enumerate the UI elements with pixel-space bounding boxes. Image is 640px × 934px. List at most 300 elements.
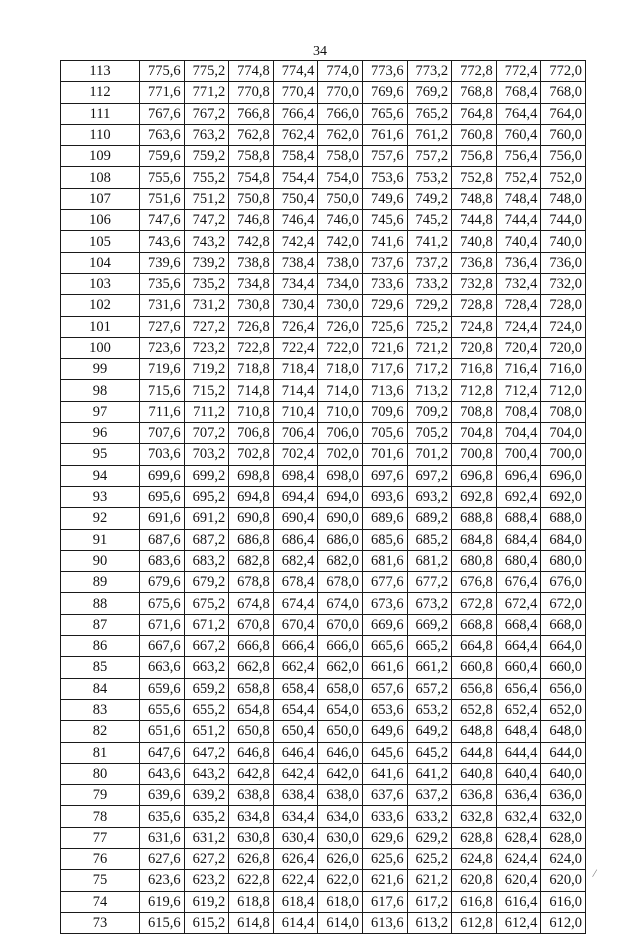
value-cell: 735,2 (184, 273, 229, 294)
value-cell: 624,0 (541, 848, 586, 869)
table-row (61, 763, 586, 784)
value-cell: 677,2 (407, 572, 452, 593)
value-cell: 748,4 (496, 188, 541, 209)
value-cell: 717,2 (407, 359, 452, 380)
value-cell: 761,2 (407, 124, 452, 145)
value-cell: 752,4 (496, 167, 541, 188)
table-row (61, 848, 586, 869)
value-cell: 638,8 (229, 785, 274, 806)
value-cell: 732,0 (541, 273, 586, 294)
value-cell: 721,6 (362, 337, 407, 358)
value-cell: 724,8 (452, 316, 497, 337)
value-cell: 722,8 (229, 337, 274, 358)
value-cell: 755,2 (184, 167, 229, 188)
row-index-cell: 82 (61, 721, 140, 742)
page-number: 34 (313, 44, 327, 59)
value-cell: 718,0 (318, 359, 363, 380)
value-cell: 626,8 (229, 848, 274, 869)
value-cell: 633,2 (407, 806, 452, 827)
table-row (61, 891, 586, 912)
value-cell: 724,4 (496, 316, 541, 337)
value-cell: 674,0 (318, 593, 363, 614)
table-row (61, 721, 586, 742)
value-cell: 681,6 (362, 550, 407, 571)
value-cell: 701,6 (362, 444, 407, 465)
value-cell: 678,4 (273, 572, 318, 593)
value-cell: 683,6 (140, 550, 185, 571)
table-row (61, 572, 586, 593)
table-row (61, 785, 586, 806)
value-cell: 765,6 (362, 103, 407, 124)
value-cell: 756,8 (452, 146, 497, 167)
value-cell: 714,0 (318, 380, 363, 401)
value-cell: 614,4 (273, 912, 318, 933)
table-row (61, 188, 586, 209)
value-cell: 743,2 (184, 231, 229, 252)
value-cell: 708,0 (541, 401, 586, 422)
value-cell: 699,2 (184, 465, 229, 486)
value-cell: 755,6 (140, 167, 185, 188)
value-cell: 640,8 (452, 763, 497, 784)
value-cell: 614,8 (229, 912, 274, 933)
row-index-cell: 88 (61, 593, 140, 614)
row-index-cell: 99 (61, 359, 140, 380)
value-cell: 668,4 (496, 614, 541, 635)
value-cell: 646,4 (273, 742, 318, 763)
value-cell: 744,8 (452, 210, 497, 231)
table-row (61, 870, 586, 891)
value-cell: 729,6 (362, 295, 407, 316)
value-cell: 633,6 (362, 806, 407, 827)
value-cell: 753,2 (407, 167, 452, 188)
value-cell: 653,2 (407, 699, 452, 720)
value-cell: 698,0 (318, 465, 363, 486)
table-row (61, 806, 586, 827)
value-cell: 694,0 (318, 486, 363, 507)
row-index-cell: 89 (61, 572, 140, 593)
value-cell: 654,4 (273, 699, 318, 720)
value-cell: 634,0 (318, 806, 363, 827)
value-cell: 664,4 (496, 636, 541, 657)
value-cell: 758,0 (318, 146, 363, 167)
value-cell: 690,8 (229, 508, 274, 529)
table-row (61, 167, 586, 188)
table-row (61, 359, 586, 380)
value-cell: 723,6 (140, 337, 185, 358)
value-cell: 649,6 (362, 721, 407, 742)
value-cell: 717,6 (362, 359, 407, 380)
value-cell: 684,8 (452, 529, 497, 550)
value-cell: 637,6 (362, 785, 407, 806)
value-cell: 714,8 (229, 380, 274, 401)
value-cell: 666,4 (273, 636, 318, 657)
table-row (61, 699, 586, 720)
table-row (61, 486, 586, 507)
value-cell: 671,6 (140, 614, 185, 635)
value-cell: 677,6 (362, 572, 407, 593)
value-cell: 622,0 (318, 870, 363, 891)
value-cell: 632,0 (541, 806, 586, 827)
value-cell: 688,8 (452, 508, 497, 529)
value-cell: 726,0 (318, 316, 363, 337)
row-index-cell: 86 (61, 636, 140, 657)
table-row (61, 550, 586, 571)
value-cell: 645,2 (407, 742, 452, 763)
value-cell: 718,8 (229, 359, 274, 380)
value-cell: 640,4 (496, 763, 541, 784)
value-cell: 728,8 (452, 295, 497, 316)
value-cell: 670,0 (318, 614, 363, 635)
value-cell: 686,0 (318, 529, 363, 550)
table-row (61, 401, 586, 422)
table-row (61, 827, 586, 848)
row-index-cell: 101 (61, 316, 140, 337)
value-cell: 687,6 (140, 529, 185, 550)
value-cell: 754,0 (318, 167, 363, 188)
value-cell: 658,4 (273, 678, 318, 699)
value-cell: 734,0 (318, 273, 363, 294)
value-cell: 711,6 (140, 401, 185, 422)
value-cell: 615,2 (184, 912, 229, 933)
value-cell: 656,0 (541, 678, 586, 699)
value-cell: 642,4 (273, 763, 318, 784)
value-cell: 681,2 (407, 550, 452, 571)
value-cell: 635,6 (140, 806, 185, 827)
value-cell: 734,8 (229, 273, 274, 294)
table-row (61, 103, 586, 124)
value-cell: 638,4 (273, 785, 318, 806)
row-index-cell: 111 (61, 103, 140, 124)
value-cell: 635,2 (184, 806, 229, 827)
table-row (61, 61, 586, 82)
value-cell: 652,8 (452, 699, 497, 720)
value-cell: 689,6 (362, 508, 407, 529)
value-cell: 759,2 (184, 146, 229, 167)
value-cell: 657,2 (407, 678, 452, 699)
table-row (61, 465, 586, 486)
value-cell: 624,4 (496, 848, 541, 869)
value-cell: 767,2 (184, 103, 229, 124)
value-cell: 740,8 (452, 231, 497, 252)
value-cell: 617,2 (407, 891, 452, 912)
value-cell: 762,8 (229, 124, 274, 145)
value-cell: 734,4 (273, 273, 318, 294)
row-index-cell: 95 (61, 444, 140, 465)
value-cell: 773,2 (407, 61, 452, 82)
value-cell: 647,6 (140, 742, 185, 763)
table-row (61, 316, 586, 337)
value-cell: 740,0 (541, 231, 586, 252)
value-cell: 662,8 (229, 657, 274, 678)
value-cell: 659,2 (184, 678, 229, 699)
row-index-cell: 80 (61, 763, 140, 784)
row-index-cell: 81 (61, 742, 140, 763)
value-cell: 669,2 (407, 614, 452, 635)
value-cell: 656,4 (496, 678, 541, 699)
value-cell: 682,4 (273, 550, 318, 571)
table-row (61, 912, 586, 933)
value-cell: 678,0 (318, 572, 363, 593)
value-cell: 641,6 (362, 763, 407, 784)
value-cell: 689,2 (407, 508, 452, 529)
table-row (61, 678, 586, 699)
value-cell: 647,2 (184, 742, 229, 763)
value-cell: 686,4 (273, 529, 318, 550)
value-cell: 662,0 (318, 657, 363, 678)
value-cell: 667,2 (184, 636, 229, 657)
value-cell: 652,4 (496, 699, 541, 720)
value-cell: 772,8 (452, 61, 497, 82)
value-cell: 708,8 (452, 401, 497, 422)
value-cell: 767,6 (140, 103, 185, 124)
value-cell: 733,6 (362, 273, 407, 294)
value-cell: 680,0 (541, 550, 586, 571)
table-row (61, 231, 586, 252)
value-cell: 764,0 (541, 103, 586, 124)
value-cell: 703,6 (140, 444, 185, 465)
value-cell: 770,8 (229, 82, 274, 103)
value-cell: 638,0 (318, 785, 363, 806)
value-cell: 651,6 (140, 721, 185, 742)
value-cell: 736,0 (541, 252, 586, 273)
value-cell: 721,2 (407, 337, 452, 358)
value-cell: 640,0 (541, 763, 586, 784)
value-cell: 614,0 (318, 912, 363, 933)
value-cell: 688,0 (541, 508, 586, 529)
value-cell: 690,0 (318, 508, 363, 529)
row-index-cell: 73 (61, 912, 140, 933)
table-row (61, 742, 586, 763)
value-cell: 730,8 (229, 295, 274, 316)
value-cell: 757,2 (407, 146, 452, 167)
value-cell: 655,6 (140, 699, 185, 720)
stray-pen-mark: / (591, 865, 598, 881)
value-cell: 685,2 (407, 529, 452, 550)
value-cell: 664,0 (541, 636, 586, 657)
row-index-cell: 79 (61, 785, 140, 806)
value-cell: 697,6 (362, 465, 407, 486)
value-cell: 627,6 (140, 848, 185, 869)
row-index-cell: 96 (61, 423, 140, 444)
value-cell: 616,8 (452, 891, 497, 912)
value-cell: 750,0 (318, 188, 363, 209)
value-cell: 684,4 (496, 529, 541, 550)
value-cell: 710,0 (318, 401, 363, 422)
value-cell: 710,4 (273, 401, 318, 422)
value-cell: 623,2 (184, 870, 229, 891)
value-cell: 670,4 (273, 614, 318, 635)
value-cell: 742,0 (318, 231, 363, 252)
value-cell: 619,2 (184, 891, 229, 912)
table-body (61, 61, 586, 934)
value-cell: 620,8 (452, 870, 497, 891)
value-cell: 694,8 (229, 486, 274, 507)
value-cell: 618,8 (229, 891, 274, 912)
value-cell: 761,6 (362, 124, 407, 145)
value-cell: 738,8 (229, 252, 274, 273)
value-cell: 742,4 (273, 231, 318, 252)
value-cell: 720,8 (452, 337, 497, 358)
value-cell: 699,6 (140, 465, 185, 486)
value-cell: 760,0 (541, 124, 586, 145)
value-cell: 726,8 (229, 316, 274, 337)
value-cell: 692,4 (496, 486, 541, 507)
value-cell: 631,2 (184, 827, 229, 848)
value-cell: 741,2 (407, 231, 452, 252)
value-cell: 753,6 (362, 167, 407, 188)
value-cell: 736,8 (452, 252, 497, 273)
value-cell: 766,8 (229, 103, 274, 124)
value-cell: 749,6 (362, 188, 407, 209)
value-cell: 727,6 (140, 316, 185, 337)
value-cell: 770,4 (273, 82, 318, 103)
value-cell: 711,2 (184, 401, 229, 422)
row-index-cell: 87 (61, 614, 140, 635)
value-cell: 739,6 (140, 252, 185, 273)
value-cell: 628,4 (496, 827, 541, 848)
value-cell: 682,0 (318, 550, 363, 571)
value-cell: 709,6 (362, 401, 407, 422)
row-index-cell: 92 (61, 508, 140, 529)
value-cell: 716,0 (541, 359, 586, 380)
value-cell: 624,8 (452, 848, 497, 869)
value-cell: 636,8 (452, 785, 497, 806)
table-row (61, 444, 586, 465)
value-cell: 720,0 (541, 337, 586, 358)
value-cell: 675,2 (184, 593, 229, 614)
value-cell: 724,0 (541, 316, 586, 337)
row-index-cell: 113 (61, 61, 140, 82)
value-cell: 775,2 (184, 61, 229, 82)
value-cell: 754,8 (229, 167, 274, 188)
row-index-cell: 84 (61, 678, 140, 699)
value-cell: 728,4 (496, 295, 541, 316)
value-cell: 617,6 (362, 891, 407, 912)
value-cell: 723,2 (184, 337, 229, 358)
value-cell: 658,8 (229, 678, 274, 699)
value-cell: 693,2 (407, 486, 452, 507)
value-cell: 744,0 (541, 210, 586, 231)
value-cell: 669,6 (362, 614, 407, 635)
value-cell: 634,8 (229, 806, 274, 827)
value-cell: 612,4 (496, 912, 541, 933)
row-index-cell: 107 (61, 188, 140, 209)
value-cell: 769,2 (407, 82, 452, 103)
value-cell: 663,6 (140, 657, 185, 678)
value-cell: 722,0 (318, 337, 363, 358)
value-cell: 629,2 (407, 827, 452, 848)
value-cell: 620,0 (541, 870, 586, 891)
value-cell: 712,4 (496, 380, 541, 401)
value-cell: 665,6 (362, 636, 407, 657)
value-cell: 674,8 (229, 593, 274, 614)
row-index-cell: 83 (61, 699, 140, 720)
value-cell: 637,2 (407, 785, 452, 806)
table-row (61, 273, 586, 294)
value-cell: 700,8 (452, 444, 497, 465)
value-cell: 627,2 (184, 848, 229, 869)
value-cell: 772,0 (541, 61, 586, 82)
value-cell: 766,4 (273, 103, 318, 124)
value-cell: 645,6 (362, 742, 407, 763)
row-index-cell: 91 (61, 529, 140, 550)
value-cell: 737,6 (362, 252, 407, 273)
value-cell: 747,2 (184, 210, 229, 231)
value-cell: 663,2 (184, 657, 229, 678)
value-cell: 636,4 (496, 785, 541, 806)
value-cell: 646,0 (318, 742, 363, 763)
value-cell: 763,6 (140, 124, 185, 145)
value-cell: 700,4 (496, 444, 541, 465)
value-cell: 713,6 (362, 380, 407, 401)
row-index-cell: 108 (61, 167, 140, 188)
value-cell: 737,2 (407, 252, 452, 273)
value-cell: 650,4 (273, 721, 318, 742)
table-row (61, 295, 586, 316)
row-index-cell: 90 (61, 550, 140, 571)
value-cell: 743,6 (140, 231, 185, 252)
value-cell: 769,6 (362, 82, 407, 103)
value-cell: 687,2 (184, 529, 229, 550)
value-cell: 763,2 (184, 124, 229, 145)
value-cell: 712,8 (452, 380, 497, 401)
value-cell: 738,0 (318, 252, 363, 273)
row-index-cell: 103 (61, 273, 140, 294)
value-cell: 691,6 (140, 508, 185, 529)
value-cell: 762,4 (273, 124, 318, 145)
value-cell: 629,6 (362, 827, 407, 848)
row-index-cell: 112 (61, 82, 140, 103)
value-cell: 621,2 (407, 870, 452, 891)
value-cell: 620,4 (496, 870, 541, 891)
value-cell: 686,8 (229, 529, 274, 550)
value-cell: 672,0 (541, 593, 586, 614)
value-cell: 706,4 (273, 423, 318, 444)
table-row (61, 210, 586, 231)
table-row (61, 337, 586, 358)
row-index-cell: 100 (61, 337, 140, 358)
value-cell: 660,4 (496, 657, 541, 678)
value-cell: 748,0 (541, 188, 586, 209)
value-cell: 730,4 (273, 295, 318, 316)
value-cell: 758,4 (273, 146, 318, 167)
value-cell: 688,4 (496, 508, 541, 529)
value-cell: 744,4 (496, 210, 541, 231)
value-cell: 774,4 (273, 61, 318, 82)
row-index-cell: 93 (61, 486, 140, 507)
value-cell: 736,4 (496, 252, 541, 273)
value-cell: 690,4 (273, 508, 318, 529)
row-index-cell: 78 (61, 806, 140, 827)
value-cell: 741,6 (362, 231, 407, 252)
value-cell: 648,0 (541, 721, 586, 742)
value-cell: 612,8 (452, 912, 497, 933)
value-cell: 676,4 (496, 572, 541, 593)
value-cell: 658,0 (318, 678, 363, 699)
value-cell: 643,6 (140, 763, 185, 784)
value-cell: 616,4 (496, 891, 541, 912)
value-cell: 661,2 (407, 657, 452, 678)
table-row (61, 636, 586, 657)
value-cell: 653,6 (362, 699, 407, 720)
row-index-cell: 98 (61, 380, 140, 401)
value-cell: 746,8 (229, 210, 274, 231)
value-cell: 630,4 (273, 827, 318, 848)
table-row (61, 380, 586, 401)
value-cell: 618,4 (273, 891, 318, 912)
value-cell: 667,6 (140, 636, 185, 657)
table-row (61, 657, 586, 678)
